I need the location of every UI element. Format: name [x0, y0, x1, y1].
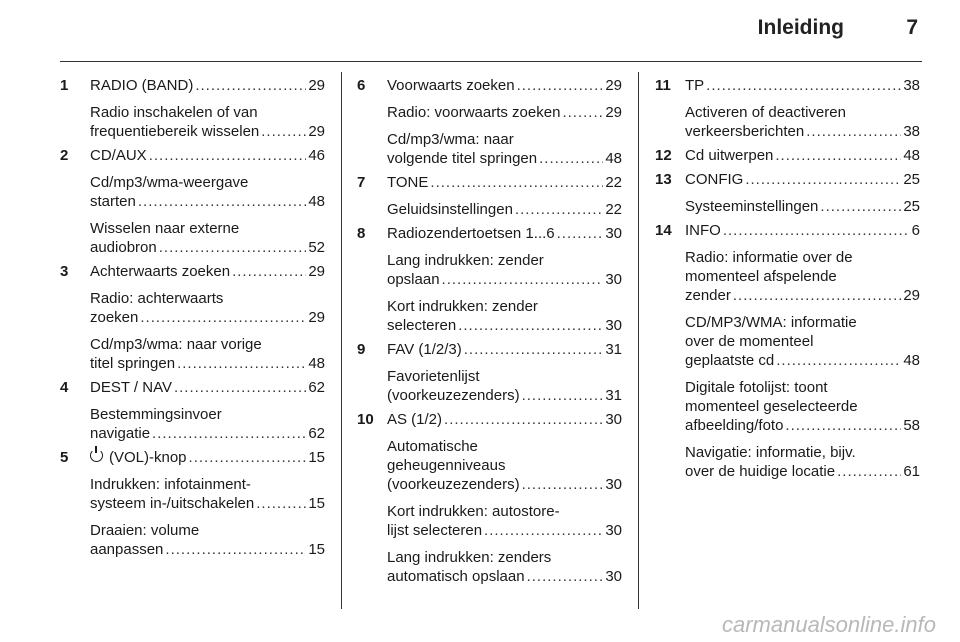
entry-page-ref: 46	[308, 147, 325, 164]
dot-leader	[785, 416, 901, 435]
dot-leader	[195, 76, 306, 95]
entry-text-line: Automatische	[387, 438, 478, 455]
index-entry	[60, 378, 325, 443]
entry-text-line: Kort indrukken: zender	[387, 298, 538, 315]
entry-page-ref: 15	[308, 541, 325, 558]
entry-heading	[60, 448, 325, 467]
index-entry	[357, 173, 622, 219]
dot-leader	[458, 316, 603, 335]
entry-heading	[357, 76, 622, 95]
entry-body	[90, 378, 325, 397]
power-icon	[90, 449, 103, 462]
entry-page-ref: 48	[903, 147, 920, 164]
entry-subitem	[357, 130, 622, 168]
entry-subitem	[60, 475, 325, 513]
entry-text-line: Bestemmingsinvoer	[90, 406, 222, 423]
dot-leader	[256, 494, 306, 513]
entry-line	[387, 475, 622, 494]
dot-leader	[733, 286, 901, 305]
entry-subitem	[655, 197, 920, 216]
entry-line	[90, 192, 325, 211]
entry-page-ref: 29	[308, 123, 325, 140]
entry-page-ref: 29	[308, 263, 325, 280]
index-entry	[655, 146, 920, 165]
entry-text: opslaan	[387, 271, 440, 288]
entry-text: Radio: voorwaarts zoeken	[387, 104, 561, 121]
entry-line	[90, 122, 325, 141]
entry-page-ref: 31	[605, 341, 622, 358]
entry-text-line: Draaien: volume	[90, 522, 200, 539]
entry-heading	[60, 262, 325, 281]
entry-page-ref: 30	[605, 271, 622, 288]
entry-text-line: Radio: informatie over de	[685, 249, 853, 266]
dot-leader	[745, 170, 901, 189]
entry-line	[685, 462, 920, 481]
watermark: carmanualsonline.info	[721, 612, 936, 637]
index-entry	[357, 76, 622, 168]
entry-text: starten	[90, 193, 136, 210]
entry-text-line: Digitale fotolijst: toont	[685, 379, 828, 396]
dot-leader	[261, 122, 306, 141]
dot-leader	[177, 354, 306, 373]
entry-body	[387, 410, 622, 429]
entry-line	[90, 494, 325, 513]
entry-number: 5	[60, 449, 69, 466]
entry-text-line: Indrukken: infotainment-	[90, 476, 251, 493]
entry-text: volgende titel springen	[387, 150, 538, 167]
entry-line	[685, 197, 920, 216]
entry-page-ref: 22	[605, 201, 622, 218]
entry-body	[387, 173, 622, 192]
entry-line	[387, 173, 622, 192]
entry-subitem	[60, 405, 325, 443]
entry-line	[387, 200, 622, 219]
entry-page-ref: 31	[605, 387, 622, 404]
dot-leader	[723, 221, 910, 240]
dot-leader	[527, 567, 604, 586]
entry-subitem	[357, 502, 622, 540]
entry-text: selecteren	[387, 317, 457, 334]
entry-number: 11	[655, 77, 671, 94]
entry-text-line: Favorietenlijst	[387, 368, 480, 385]
entry-line	[90, 424, 325, 443]
dot-leader	[189, 448, 307, 467]
dot-leader	[152, 424, 306, 443]
dot-leader	[232, 262, 306, 281]
dot-leader	[515, 200, 603, 219]
entry-page-ref: 25	[903, 171, 920, 188]
index-entry	[60, 448, 325, 559]
entry-page-ref: 30	[605, 568, 622, 585]
entry-text: navigatie	[90, 425, 151, 442]
entry-line	[90, 540, 325, 559]
page-number: 7	[906, 16, 918, 39]
entry-line	[387, 76, 622, 95]
dot-leader	[174, 378, 306, 397]
dot-leader	[149, 146, 307, 165]
dot-leader	[159, 238, 307, 257]
entry-line	[685, 122, 920, 141]
entry-page-ref: 58	[903, 417, 920, 434]
entry-page-ref: 52	[308, 239, 325, 256]
entry-page-ref: 62	[308, 379, 325, 396]
entry-text-line: Navigatie: informatie, bijv.	[685, 444, 856, 461]
entry-subitem	[357, 200, 622, 219]
entry-subitem	[60, 219, 325, 257]
entry-page-ref: 15	[308, 495, 325, 512]
dot-leader	[522, 386, 604, 405]
entry-text-line: Wisselen naar externe	[90, 220, 240, 237]
column-2	[357, 76, 622, 591]
entry-heading	[655, 221, 920, 240]
entry-text-line: geheugenniveaus	[387, 457, 506, 474]
entry-line	[685, 351, 920, 370]
index-entry	[60, 262, 325, 373]
index-entry	[655, 76, 920, 141]
entry-line	[387, 270, 622, 289]
entry-text: Achterwaarts zoeken	[90, 263, 231, 280]
entry-text: AS (1/2)	[387, 411, 443, 428]
dot-leader	[442, 270, 604, 289]
entry-line	[90, 448, 325, 467]
entry-text-line: over de momenteel	[685, 333, 814, 350]
entry-text-line: CD/MP3/WMA: informatie	[685, 314, 857, 331]
entry-subitem	[60, 521, 325, 559]
column-3	[655, 76, 920, 486]
dot-leader	[820, 197, 901, 216]
entry-text: TONE	[387, 174, 429, 191]
entry-line	[387, 224, 622, 243]
dot-leader	[776, 351, 901, 370]
entry-text: over de huidige locatie	[685, 463, 836, 480]
entry-page-ref: 48	[308, 355, 325, 372]
dot-leader	[140, 308, 306, 327]
entry-heading	[60, 76, 325, 95]
entry-body	[685, 170, 920, 189]
entry-heading	[60, 378, 325, 397]
entry-heading	[357, 173, 622, 192]
entry-number: 4	[60, 379, 69, 396]
entry-line	[90, 238, 325, 257]
entry-body	[387, 76, 622, 95]
entry-page-ref: 29	[605, 104, 622, 121]
entry-text-line: Activeren of deactiveren	[685, 104, 846, 121]
column-divider	[638, 72, 639, 609]
entry-text-line: Cd/mp3/wma: naar vorige	[90, 336, 262, 353]
entry-line	[90, 354, 325, 373]
entry-line	[90, 262, 325, 281]
entry-body	[685, 146, 920, 165]
entry-body	[387, 340, 622, 359]
entry-text: CONFIG	[685, 171, 744, 188]
entry-line	[387, 386, 622, 405]
entry-page-ref: 30	[605, 317, 622, 334]
entry-page-ref: 48	[308, 193, 325, 210]
entry-subitem	[357, 297, 622, 335]
entry-text-line: Lang indrukken: zenders	[387, 549, 552, 566]
index-entry	[60, 146, 325, 257]
entry-page-ref: 48	[903, 352, 920, 369]
entry-subitem	[60, 289, 325, 327]
header-divider	[60, 61, 922, 62]
entry-text: lijst selecteren	[387, 522, 483, 539]
entry-body	[90, 146, 325, 165]
dot-leader	[837, 462, 901, 481]
dot-leader	[562, 103, 603, 122]
entry-page-ref: 29	[903, 287, 920, 304]
entry-subitem	[357, 548, 622, 586]
entry-line	[387, 410, 622, 429]
entry-line	[387, 103, 622, 122]
entry-subitem	[655, 443, 920, 481]
entry-text: Radiozendertoetsen 1...6	[387, 225, 555, 242]
entry-text-line: Lang indrukken: zender	[387, 252, 544, 269]
dot-leader	[517, 76, 604, 95]
entry-number: 12	[655, 147, 672, 164]
entry-line	[685, 170, 920, 189]
entry-page-ref: 38	[903, 77, 920, 94]
entry-number: 9	[357, 341, 366, 358]
entry-text-line: Kort indrukken: autostore-	[387, 503, 560, 520]
entry-body	[387, 224, 622, 243]
entry-text: automatisch opslaan	[387, 568, 525, 585]
entry-page-ref: 30	[605, 522, 622, 539]
dot-leader	[706, 76, 901, 95]
entry-text: frequentiebereik wisselen	[90, 123, 260, 140]
entry-text: zoeken	[90, 309, 139, 326]
entry-page-ref: 61	[903, 463, 920, 480]
entry-number: 13	[655, 171, 672, 188]
entry-subitem	[60, 103, 325, 141]
column-divider	[341, 72, 342, 609]
entry-heading	[60, 146, 325, 165]
entry-text: titel springen	[90, 355, 176, 372]
entry-text: DEST / NAV	[90, 379, 172, 396]
dot-leader	[138, 192, 306, 211]
dot-leader	[539, 149, 603, 168]
entry-text: CD/AUX	[90, 147, 147, 164]
entry-line	[387, 521, 622, 540]
entry-line	[685, 416, 920, 435]
entry-number: 8	[357, 225, 366, 242]
entry-body	[90, 262, 325, 281]
entry-page-ref: 6	[911, 222, 920, 239]
entry-text-line: momenteel geselecteerde	[685, 398, 858, 415]
index-entry	[655, 170, 920, 216]
dot-leader	[557, 224, 604, 243]
entry-text: (voorkeuzezenders)	[387, 387, 520, 404]
entry-text: Geluidsinstellingen	[387, 201, 513, 218]
entry-text-line: Radio: achterwaarts	[90, 290, 224, 307]
entry-page-ref: 15	[308, 449, 325, 466]
entry-text: Cd uitwerpen	[685, 147, 774, 164]
entry-text: TP	[685, 77, 705, 94]
entry-number: 3	[60, 263, 69, 280]
entry-text-line: Cd/mp3/wma-weergave	[90, 174, 249, 191]
entry-text: verkeersberichten	[685, 123, 805, 140]
entry-line	[685, 76, 920, 95]
entry-subitem	[655, 313, 920, 370]
dot-leader	[165, 540, 306, 559]
entry-text: Systeeminstellingen	[685, 198, 819, 215]
entry-line	[90, 76, 325, 95]
entry-line	[90, 378, 325, 397]
entry-heading	[655, 170, 920, 189]
dot-leader	[806, 122, 901, 141]
entry-text: zender	[685, 287, 731, 304]
entry-subitem	[357, 251, 622, 289]
entry-page-ref: 48	[605, 150, 622, 167]
entry-text: systeem in-/uitschakelen	[90, 495, 255, 512]
dot-leader	[430, 173, 603, 192]
dot-leader	[775, 146, 901, 165]
entry-heading	[357, 410, 622, 429]
dot-leader	[484, 521, 603, 540]
entry-number: 7	[357, 174, 366, 191]
entry-body	[685, 221, 920, 240]
entry-text: geplaatste cd	[685, 352, 775, 369]
entry-text: (voorkeuzezenders)	[387, 476, 520, 493]
entry-page-ref: 29	[308, 309, 325, 326]
entry-heading	[357, 340, 622, 359]
index-entry	[357, 410, 622, 586]
index-entry	[60, 76, 325, 141]
entry-page-ref: 29	[605, 77, 622, 94]
entry-page-ref: 38	[903, 123, 920, 140]
entry-number: 2	[60, 147, 69, 164]
entry-page-ref: 29	[308, 77, 325, 94]
entry-page-ref: 30	[605, 411, 622, 428]
entry-body	[685, 76, 920, 95]
entry-text: RADIO (BAND)	[90, 77, 194, 94]
entry-subitem	[60, 173, 325, 211]
entry-subitem	[357, 367, 622, 405]
entry-heading	[357, 224, 622, 243]
entry-number: 14	[655, 222, 672, 239]
entry-text: aanpassen	[90, 541, 164, 558]
entry-subitem	[655, 103, 920, 141]
entry-heading	[655, 146, 920, 165]
entry-text: Voorwaarts zoeken	[387, 77, 515, 94]
entry-line	[90, 308, 325, 327]
dot-leader	[522, 475, 604, 494]
column-1	[60, 76, 325, 564]
entry-line	[685, 146, 920, 165]
entry-text: (VOL)-knop	[109, 449, 187, 466]
entry-line	[90, 146, 325, 165]
entry-page-ref: 30	[605, 476, 622, 493]
entry-page-ref: 30	[605, 225, 622, 242]
entry-heading	[655, 76, 920, 95]
entry-text: FAV (1/2/3)	[387, 341, 462, 358]
entry-line	[685, 221, 920, 240]
entry-number: 6	[357, 77, 366, 94]
entry-text: audiobron	[90, 239, 157, 256]
entry-subitem	[655, 378, 920, 435]
entry-subitem	[655, 248, 920, 305]
entry-page-ref: 22	[605, 174, 622, 191]
entry-page-ref: 25	[903, 198, 920, 215]
entry-text: INFO	[685, 222, 721, 239]
entry-line	[387, 149, 622, 168]
entry-subitem	[60, 335, 325, 373]
entry-number: 1	[60, 77, 69, 94]
index-entry	[357, 340, 622, 405]
entry-text-line: momenteel afspelende	[685, 268, 837, 285]
entry-text: afbeelding/foto	[685, 417, 784, 434]
entry-line	[685, 286, 920, 305]
entry-text-line: Radio inschakelen of van	[90, 104, 258, 121]
entry-body	[90, 76, 325, 95]
entry-line	[387, 567, 622, 586]
page-title: Inleiding	[757, 16, 844, 39]
index-entry	[357, 224, 622, 335]
index-entry	[655, 221, 920, 481]
dot-leader	[464, 340, 604, 359]
dot-leader	[444, 410, 603, 429]
entry-body	[90, 448, 325, 467]
entry-line	[387, 316, 622, 335]
entry-text-line: Cd/mp3/wma: naar	[387, 131, 514, 148]
entry-subitem	[357, 103, 622, 122]
entry-page-ref: 62	[308, 425, 325, 442]
entry-line	[387, 340, 622, 359]
entry-number: 10	[357, 411, 374, 428]
entry-subitem	[357, 437, 622, 494]
